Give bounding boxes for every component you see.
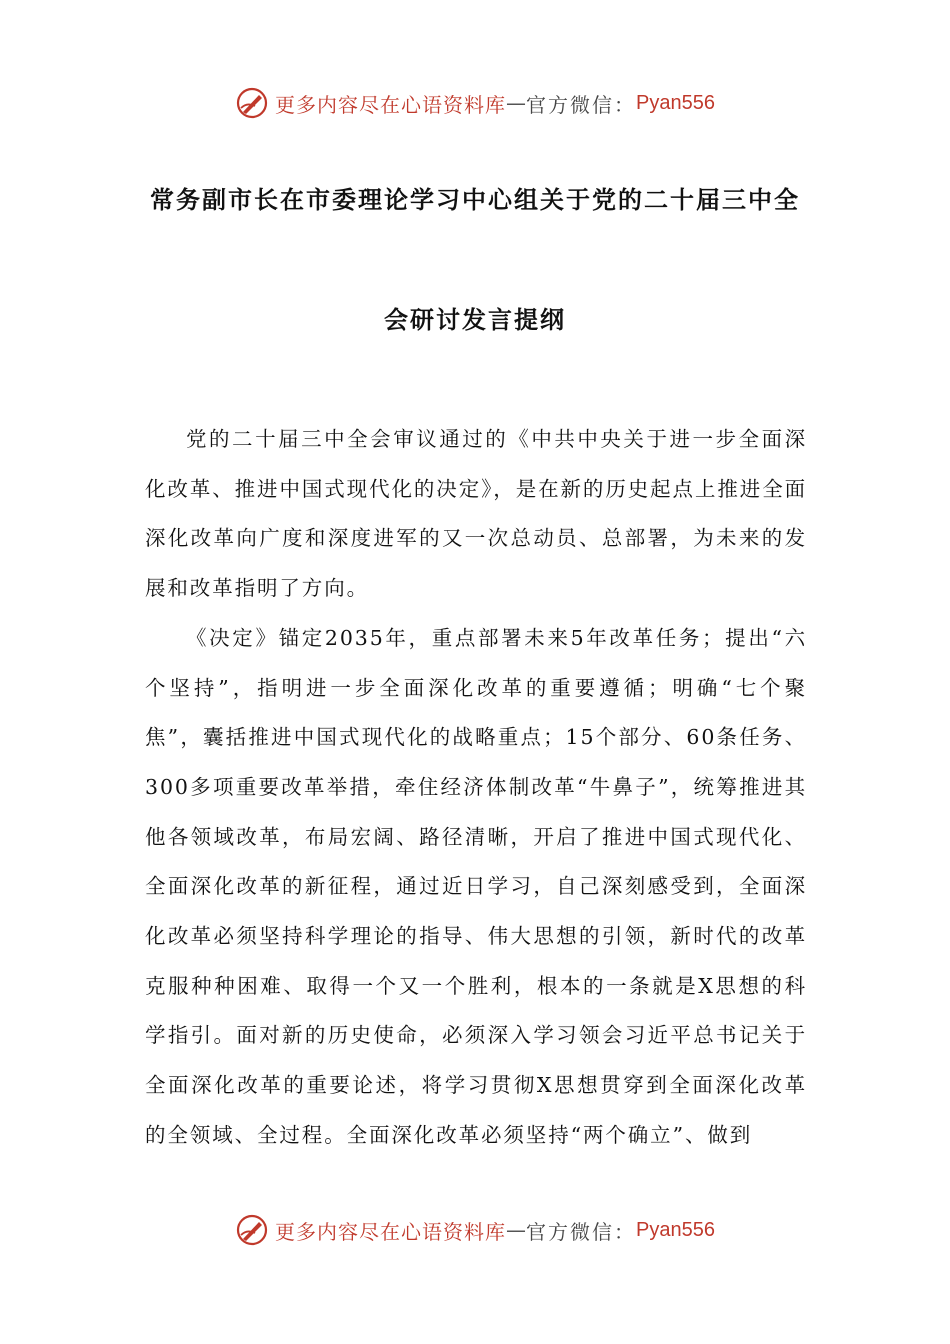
body-paragraph-2: 《决定》锚定2035年，重点部署未来5年改革任务；提出“六个坚持”，指明进一步全面深化改革的重要遵循；明确“七个聚焦”，囊括推进中国式现代化的战略重点；15个部分、60条任务、300多项重要改革举措，牵住经济体制改革“牛鼻子”，统筹推进其他各领域改革，布局宏阔、路径清晰，开启了推进中国式现代化、全面深化改革的新征程，通过近日学习，自己深刻感受到，全面深化改革必须坚持科学理论的指导、伟大思想的引领，新时代的改革克服种种困难、取得一个又一个胜利，根本的一条就是X思想的科学指引。面对新的历史使命，必须深入学习领会习近平总书记关于全面深化改革的重要论述，将学习贯彻X思想贯穿到全面深化改革的全领域、全过程。全面深化改革必须坚持“两个确立”、做到 — [145, 625, 807, 1147]
watermark-wechat-label: 官方微信： — [526, 92, 637, 117]
watermark-banner-bottom — [0, 1210, 950, 1250]
pen-logo-icon — [235, 86, 269, 120]
document-body — [145, 415, 807, 1161]
watermark-wechat-label: 官方微信： — [526, 1219, 637, 1244]
document-title-line-1: 常务副市长在市委理论学习中心组关于党的二十届三中全 — [150, 186, 800, 214]
watermark-wechat-id: Pyan556 — [636, 1218, 715, 1241]
watermark-separator: — — [506, 1218, 527, 1242]
watermark-banner-top — [0, 83, 950, 123]
watermark-separator: — — [506, 91, 527, 115]
watermark-main-text: 更多内容尽在心语资料库 — [275, 1219, 507, 1244]
document-title-line-2: 会研讨发言提纲 — [384, 306, 566, 334]
pen-logo-icon — [235, 1213, 269, 1247]
watermark-wechat-id: Pyan556 — [636, 91, 715, 114]
body-paragraph-1: 党的二十届三中全会审议通过的《中共中央关于进一步全面深化改革、推进中国式现代化的决定》，是在新的历史起点上推进全面深化改革向广度和深度进军的又一次总动员、总部署，为未来的发展和改革指明了方向。 — [145, 427, 807, 601]
watermark-main-text: 更多内容尽在心语资料库 — [275, 92, 507, 117]
